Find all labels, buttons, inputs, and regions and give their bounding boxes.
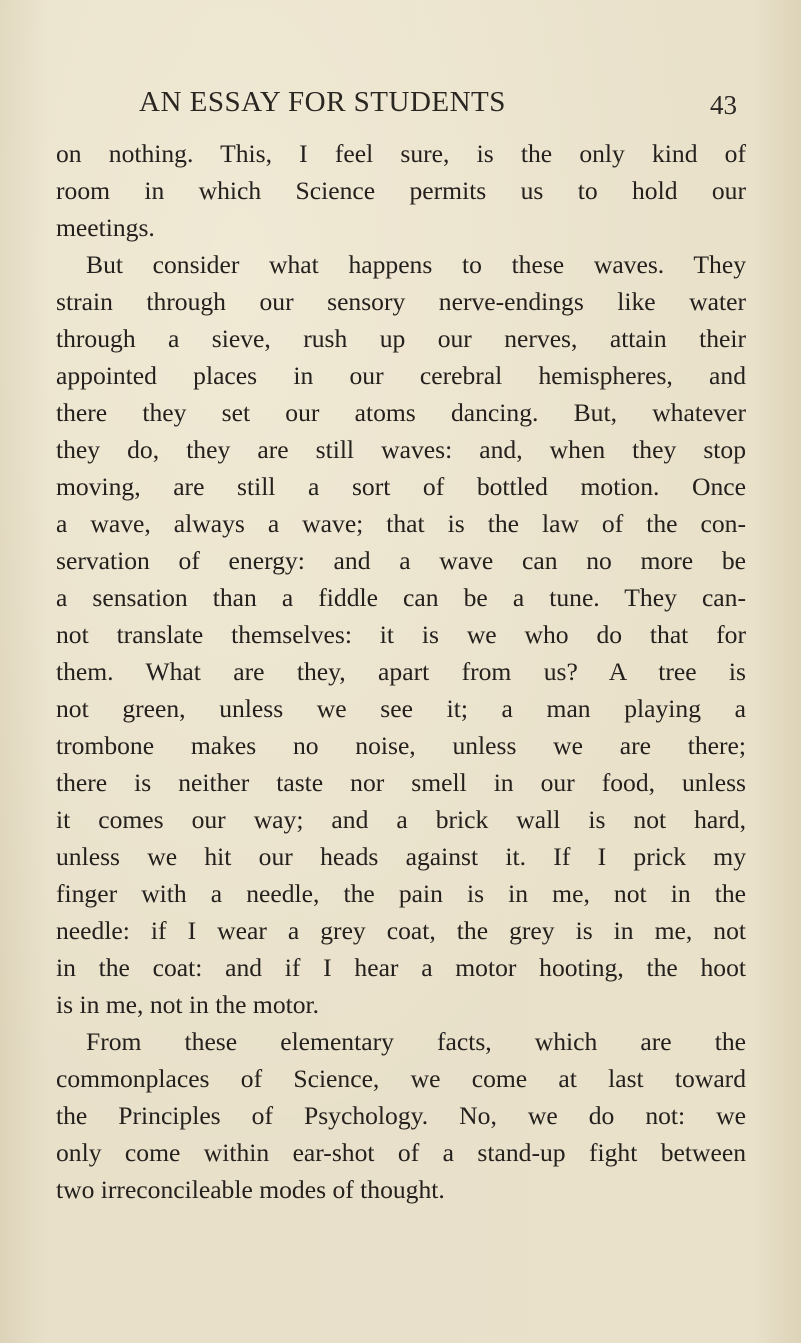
text-line: trombone makes no noise, unless we are there; [56,731,746,760]
text-line: finger with a needle, the pain is in me, not in the [56,879,746,908]
text-line: a sensation than a fiddle can be a tune. They can- [56,583,746,612]
text-line: a wave, always a wave; that is the law of the con- [56,509,746,538]
text-line: there they set our atoms dancing. But, whatever [56,398,746,427]
text-line: them. What are they, apart from us? A tree is [56,657,746,686]
text-line: through a sieve, rush up our nerves, attain their [56,324,746,353]
text-line: strain through our sensory nerve-endings like water [56,287,746,316]
text-line: is in me, not in the motor. [56,990,320,1019]
text-line: unless we hit our heads against it. If I prick my [56,842,746,871]
text-line: meetings. [56,213,155,242]
text-line: needle: if I wear a grey coat, the grey is in me, not [56,916,746,945]
text-line: in the coat: and if I hear a motor hooting, the hoot [56,953,746,982]
text-line: commonplaces of Science, we come at last toward [56,1064,746,1093]
text-line: servation of energy: and a wave can no more be [56,546,746,575]
text-line: they do, they are still waves: and, when they stop [56,435,746,464]
text-line: moving, are still a sort of bottled motion. Once [56,472,746,501]
running-head [0,86,801,126]
text-line: there is neither taste nor smell in our food, unless [56,768,746,797]
text-line: the Principles of Psychology. No, we do not: we [56,1101,746,1130]
text-line: only come within ear-shot of a stand-up fight between [56,1138,746,1167]
text-line: From these elementary facts, which are the [86,1027,746,1056]
text-line: not translate themselves: it is we who do that for [56,620,746,649]
text-line: it comes our way; and a brick wall is not hard, [56,805,746,834]
text-line: But consider what happens to these waves. They [86,250,746,279]
body-text [56,135,746,1208]
running-title: AN ESSAY FOR STUDENTS [139,86,506,118]
text-line: not green, unless we see it; a man playing a [56,694,746,723]
text-line: appointed places in our cerebral hemispheres, and [56,361,746,390]
text-line: two irreconcileable modes of thought. [56,1175,445,1204]
text-line: room in which Science permits us to hold our [56,176,746,205]
page-number: 43 [710,90,737,120]
text-line: on nothing. This, I feel sure, is the only kind of [56,139,746,168]
